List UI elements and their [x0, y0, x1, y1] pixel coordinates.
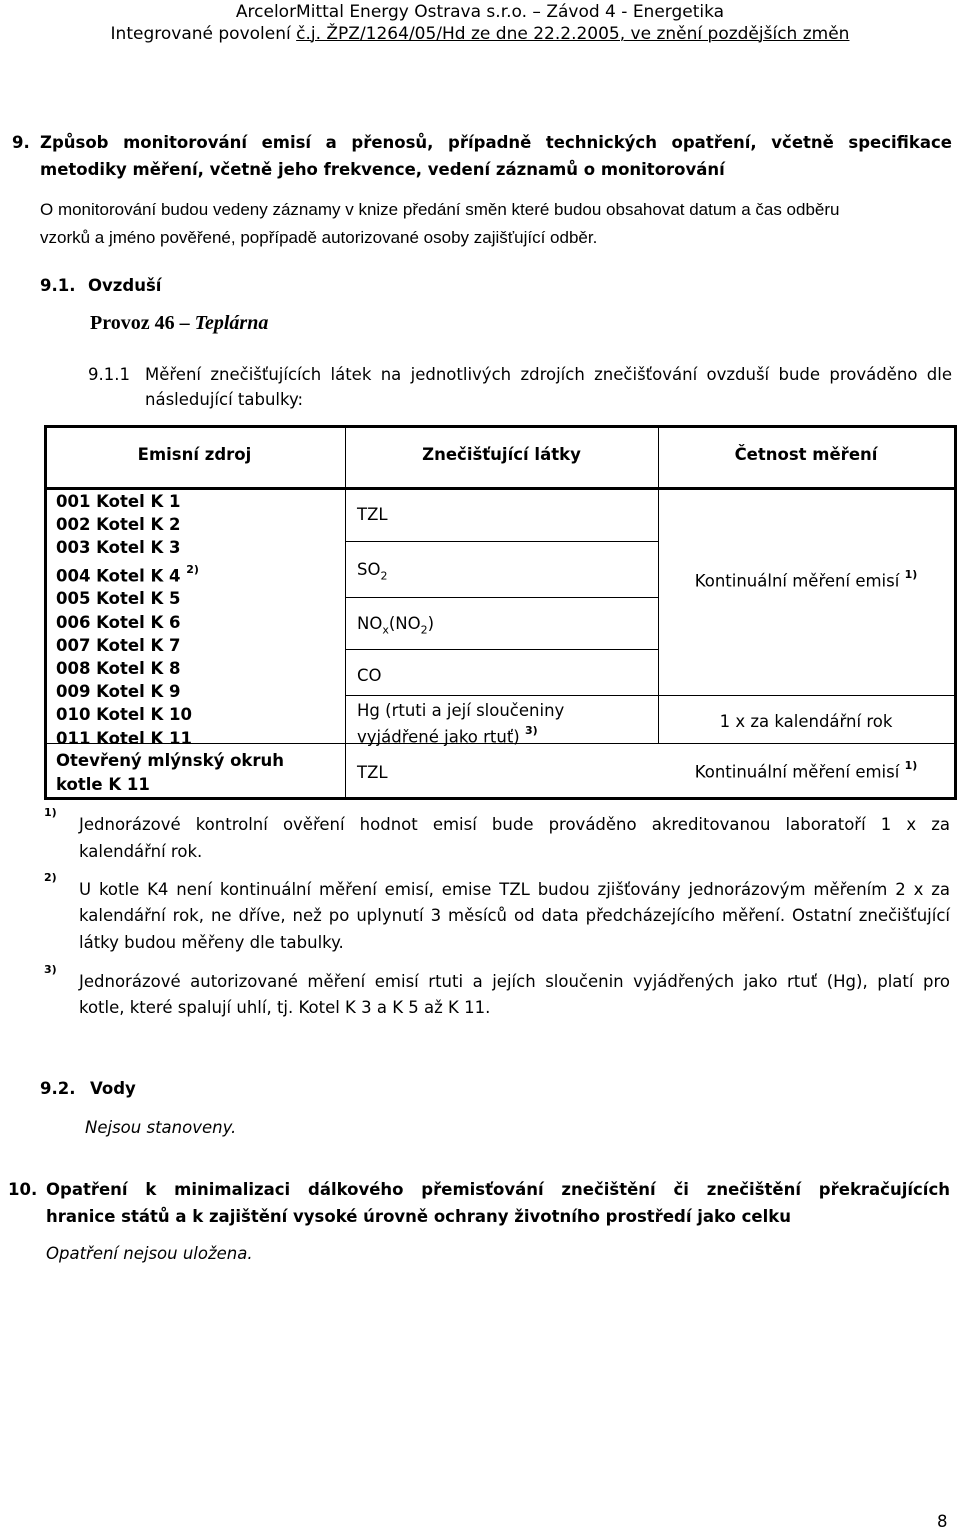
- sub-9-2-number: 9.2.: [40, 1079, 76, 1098]
- frequency-continuous: [658, 570, 954, 591]
- source-k4-note: 2): [186, 562, 199, 576]
- pollutant-so2: [357, 560, 387, 582]
- source-k3: 003 Kotel K 3: [56, 538, 181, 558]
- section-9-intro-line2: vzorků a jméno pověřené, popřípadě autorizované osoby zajišťující odběr.: [40, 228, 598, 247]
- footnote-1-line2: kalendářní rok.: [79, 842, 203, 861]
- sub-9-2-title: Vody: [90, 1079, 136, 1098]
- pollutant-hg-line2: vyjádřené jako rtuť): [357, 727, 520, 747]
- pollutant-nox: [357, 614, 434, 636]
- section-9-title-line2: metodiky měření, včetně jeho frekvence, vedení záznamů o monitorování: [40, 160, 725, 179]
- frequency-mill-text: Kontinuální měření emisí: [694, 762, 900, 782]
- sub-9-1-title: Ovzduší: [88, 276, 162, 295]
- source-k5: 005 Kotel K 5: [56, 589, 181, 609]
- provoz-heading: [90, 312, 268, 335]
- sub-9-1-number: 9.1.: [40, 276, 76, 295]
- header-permit-ref: č.j. ŽPZ/1264/05/Hd ze dne 22.2.2005, ve znění pozdějších změn: [296, 24, 850, 44]
- frequency-continuous-note: 1): [904, 568, 918, 581]
- footnote-2-line1: U kotle K4 není kontinuální měření emisí, emise TZL budou zjišťovány jednorázovým měřením 2 x za: [79, 880, 950, 899]
- header-permit-prefix: Integrované povolení: [110, 24, 297, 44]
- source-k11: 011 Kotel K 11: [56, 728, 192, 748]
- source-k6: 006 Kotel K 6: [56, 612, 181, 632]
- emission-table: [44, 425, 957, 800]
- frequency-continuous-text: Kontinuální měření emisí: [694, 571, 900, 591]
- source-k7: 007 Kotel K 7: [56, 635, 181, 655]
- section-9-number: 9.: [12, 133, 30, 152]
- provoz-dash: –: [179, 312, 190, 334]
- para-9-1-1-number: 9.1.1: [88, 365, 130, 384]
- source-k4: 004 Kotel K 4: [56, 566, 181, 586]
- frequency-yearly: 1 x za kalendářní rok: [719, 712, 893, 731]
- footnote-2-mark-text: 2): [44, 871, 57, 884]
- sub-9-2-text: Nejsou stanoveny.: [85, 1118, 237, 1137]
- footnote-1-mark-text: 1): [44, 806, 57, 819]
- pollutant-mill-tzl: TZL: [357, 763, 388, 782]
- source-k1: 001 Kotel K 1: [56, 492, 181, 511]
- source-mill-circuit: [56, 749, 284, 796]
- section-10-title-line2: hranice států a k zajištění vysoké úrovně ochrany životního prostředí jako celku: [46, 1207, 791, 1226]
- pollutant-hg-line2-row: [357, 722, 564, 749]
- header-company: ArcelorMittal Energy Ostrava s.r.o. – Závod 4 - Energetika: [235, 2, 725, 22]
- pollutant-so2-base: SO: [357, 560, 381, 579]
- para-9-1-1-line2: následující tabulky:: [145, 390, 304, 409]
- provoz-name: Teplárna: [194, 312, 269, 334]
- source-k10: 010 Kotel K 10: [56, 705, 192, 725]
- pollutant-hg-line1: Hg (rtuti a její sloučeniny: [357, 701, 565, 720]
- source-k4-row: [56, 560, 199, 588]
- para-9-1-1-line1: Měření znečišťujících látek na jednotlivých zdrojích znečišťování ovzduší bude prováděno dle: [145, 365, 952, 384]
- header-permit: [0, 24, 960, 44]
- pollutant-nox-paren-open: (NO: [388, 614, 421, 633]
- footnote-1-mark: [44, 808, 57, 829]
- pollutant-co: CO: [357, 666, 382, 685]
- section-10-text: Opatření nejsou uložena.: [46, 1244, 253, 1263]
- footnote-1-line1: Jednorázové kontrolní ověření hodnot emisí bude prováděno akreditovanou laboratoří 1 x za: [79, 815, 950, 834]
- source-k2: 002 Kotel K 2: [56, 515, 181, 535]
- pollutant-nox-base: NO: [357, 614, 383, 633]
- footnote-3-line1: Jednorázové autorizované měření emisí rtuti a jejích sloučenin vyjádřených jako rtuť (Hg), platí pro: [79, 972, 950, 991]
- pollutant-hg-note: 3): [525, 724, 538, 737]
- footnote-2-line2: kalendářní rok, ne dříve, než po uplynutí 3 měsíců od data předcházejícího měření. Ostatní znečišťující: [79, 906, 950, 925]
- provoz-label: Provoz 46: [90, 312, 175, 334]
- pollutant-hg: [357, 700, 564, 749]
- section-10-title-line1: Opatření k minimalizaci dálkového přemisťování znečištění či znečištění překračujících: [46, 1180, 950, 1199]
- table-header-source: Emisní zdroj: [137, 445, 252, 464]
- pollutant-nox-sub: x: [382, 623, 389, 637]
- source-mill-line1: Otevřený mlýnský okruh: [56, 751, 285, 770]
- footnote-3-mark-text: 3): [44, 963, 57, 976]
- section-10-number: 10.: [8, 1180, 38, 1199]
- pollutant-so2-sub: 2: [380, 569, 388, 583]
- source-mill-line2: kotle K 11: [56, 774, 150, 794]
- table-header-frequency: Četnost měření: [734, 445, 878, 464]
- pollutant-nox-paren-sub: 2: [420, 623, 428, 637]
- footnote-3-line2: kotle, které spalují uhlí, tj. Kotel K 3 a K 5 až K 11.: [79, 998, 491, 1017]
- pollutant-nox-paren-close: ): [427, 614, 435, 633]
- section-9-title-line1: Způsob monitorování emisí a přenosů, případně technických opatření, včetně specifikace: [40, 133, 952, 152]
- footnote-3-mark: [44, 965, 57, 986]
- table-header-pollutant: Znečišťující látky: [422, 445, 581, 464]
- source-k8: 008 Kotel K 8: [56, 658, 181, 678]
- frequency-mill: [658, 761, 954, 782]
- footnote-2-line3: látky budou měřeny dle tabulky.: [79, 933, 344, 952]
- source-list: [56, 490, 199, 750]
- footnote-2-mark: [44, 873, 57, 894]
- page-number: 8: [937, 1512, 948, 1531]
- section-9-intro-line1: O monitorování budou vedeny záznamy v knize předání směn které budou obsahovat datum a čas odběru: [40, 200, 840, 219]
- frequency-mill-note: 1): [904, 759, 918, 772]
- pollutant-tzl: TZL: [357, 505, 388, 524]
- source-k9: 009 Kotel K 9: [56, 682, 181, 702]
